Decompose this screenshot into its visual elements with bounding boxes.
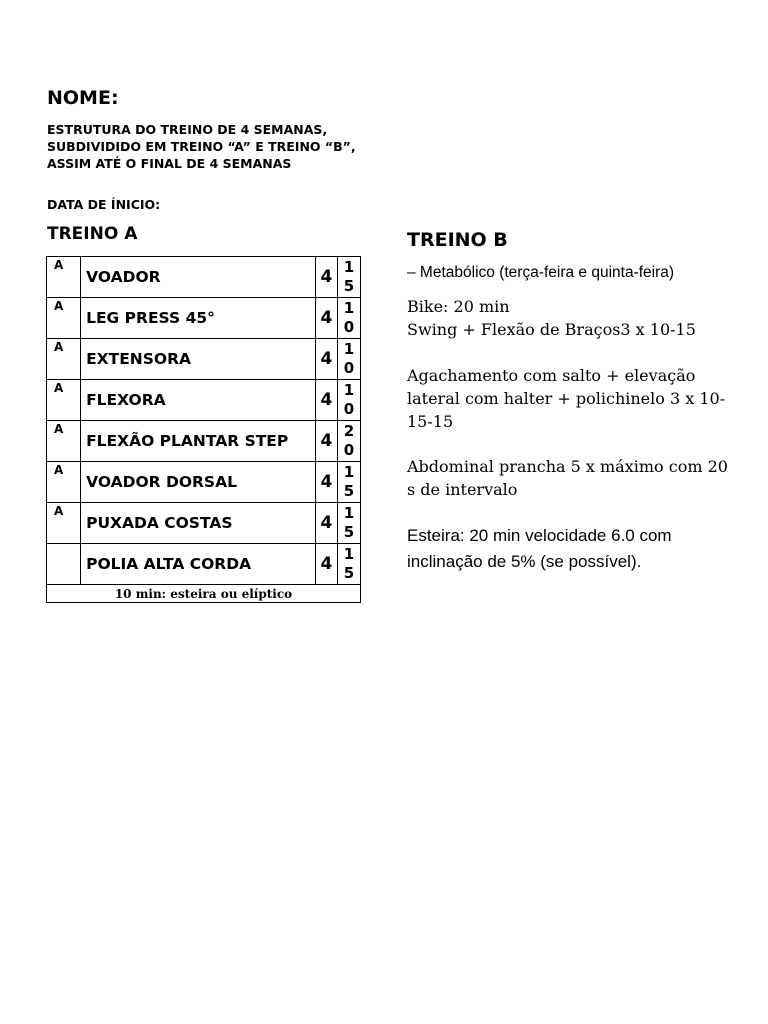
workout-structure-text: ESTRUTURA DO TREINO DE 4 SEMANAS, SUBDIVIDIDO EM TREINO “A” E TREINO “B”, ASSIM ATÉ O FINAL DE 4 SEMANAS: [47, 122, 356, 171]
treino-a-table: [46, 256, 361, 603]
group-cell: A: [47, 257, 81, 298]
treino-b-title: TREINO B: [407, 229, 508, 251]
abdominal-text: Abdominal prancha 5 x máximo com 20 s de intervalo: [407, 457, 728, 499]
bike-swing-block: [407, 295, 737, 341]
sets-cell: 4: [315, 380, 337, 421]
table-row: [47, 380, 361, 421]
reps-cell: 1 5: [337, 544, 360, 585]
exercise-name-cell: VOADOR: [81, 257, 316, 298]
reps-cell: 1 0: [337, 339, 360, 380]
reps-cell: 1 5: [337, 462, 360, 503]
reps-cell: 1 0: [337, 380, 360, 421]
esteira-text: Esteira: 20 min velocidade 6.0 com inclinação de 5% (se possível).: [407, 526, 672, 571]
table-row: [47, 503, 361, 544]
reps-cell: 2 0: [337, 421, 360, 462]
sets-cell: 4: [315, 298, 337, 339]
table-row: [47, 462, 361, 503]
sets-cell: 4: [315, 257, 337, 298]
agachamento-text: Agachamento com salto + elevação lateral com halter + polichinelo 3 x 10-15-15: [407, 366, 726, 431]
sets-cell: 4: [315, 339, 337, 380]
table-row: [47, 544, 361, 585]
exercise-name-cell: EXTENSORA: [81, 339, 316, 380]
treino-a-title: TREINO A: [47, 224, 138, 244]
exercise-name-cell: VOADOR DORSAL: [81, 462, 316, 503]
exercise-name-cell: LEG PRESS 45°: [81, 298, 316, 339]
group-cell: A: [47, 380, 81, 421]
group-cell: A: [47, 462, 81, 503]
reps-cell: 1 5: [337, 503, 360, 544]
exercise-name-cell: FLEXORA: [81, 380, 316, 421]
treino-b-subtitle: – Metabólico (terça-feira e quinta-feira): [407, 264, 675, 281]
cardio-note: 10 min: esteira ou elíptico: [47, 585, 361, 603]
swing-line: Swing + Flexão de Braços3 x 10-15: [407, 320, 696, 339]
bike-line: Bike: 20 min: [407, 297, 510, 316]
name-label: NOME:: [47, 87, 119, 109]
reps-cell: 1 5: [337, 257, 360, 298]
sets-cell: 4: [315, 544, 337, 585]
table-row: [47, 257, 361, 298]
exercise-name-cell: PUXADA COSTAS: [81, 503, 316, 544]
group-cell: A: [47, 503, 81, 544]
group-cell: A: [47, 298, 81, 339]
group-cell: A: [47, 339, 81, 380]
exercise-name-cell: FLEXÃO PLANTAR STEP: [81, 421, 316, 462]
exercise-name-cell: POLIA ALTA CORDA: [81, 544, 316, 585]
sets-cell: 4: [315, 503, 337, 544]
start-date-label: DATA DE ÍNICIO:: [47, 197, 161, 212]
group-cell: A: [47, 421, 81, 462]
sets-cell: 4: [315, 421, 337, 462]
table-footer-row: [47, 585, 361, 603]
table-row: [47, 421, 361, 462]
sets-cell: 4: [315, 462, 337, 503]
table-row: [47, 298, 361, 339]
reps-cell: 1 0: [337, 298, 360, 339]
table-row: [47, 339, 361, 380]
group-cell: [47, 544, 81, 585]
